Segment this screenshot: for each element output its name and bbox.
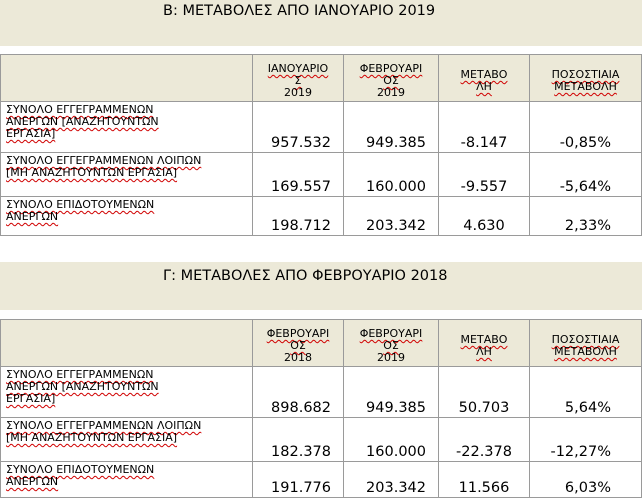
section-g-title-text: Γ: ΜΕΤΑΒΟΛΕΣ ΑΠΟ ΦΕΒΡΟΥΑΡΙΟ 2018 <box>163 268 448 284</box>
header-col1-line2: ΟΣ <box>290 339 306 352</box>
section-b-header-row <box>1 55 642 102</box>
header-col4-line1: ΠΟΣΟΣΤΙΑΙΑ <box>551 68 620 81</box>
value-cell-2: 203.342 <box>344 462 439 498</box>
section-g-header-row <box>1 320 642 367</box>
header-col3 <box>439 320 530 367</box>
row-label-line: [ΜΗ ΑΝΑΖΗΤΟΥΝΤΩΝ ΕΡΓΑΣΙΑ] <box>6 431 178 444</box>
row-label-line: [ΜΗ ΑΝΑΖΗΤΟΥΝΤΩΝ ΕΡΓΑΣΙΑ] <box>6 166 178 179</box>
header-col2-line1: ΦΕΒΡΟΥΑΡΙ <box>359 327 423 340</box>
row-label <box>1 197 253 236</box>
header-col2-line3: 2019 <box>377 86 405 99</box>
header-col2-line1: ΦΕΒΡΟΥΑΡΙ <box>359 62 423 75</box>
header-col1-line3: 2019 <box>284 86 312 99</box>
value-cell-1: 198.712 <box>253 197 344 236</box>
section-g-table <box>0 319 642 498</box>
value-cell-2: 949.385 <box>344 367 439 418</box>
section-b-table <box>0 54 642 236</box>
header-col1 <box>253 55 344 102</box>
row-label-line: ΣΥΝΟΛΟ ΕΓΓΕΓΡΑΜΜΕΝΩΝ <box>6 368 154 381</box>
table-row <box>1 102 642 153</box>
table-row <box>1 418 642 462</box>
row-label-line: ΑΝΕΡΓΩΝ [ΑΝΑΖΗΤΟΥΝΤΩΝ <box>6 380 159 393</box>
row-label-line: ΣΥΝΟΛΟ ΕΓΓΕΓΡΑΜΜΕΝΩΝ ΛΟΙΠΩΝ <box>6 419 202 432</box>
row-label-line: ΕΡΓΑΣΙΑ] <box>6 127 56 140</box>
row-label <box>1 418 253 462</box>
header-col2 <box>344 320 439 367</box>
row-label-line: ΑΝΕΡΓΩΝ [ΑΝΑΖΗΤΟΥΝΤΩΝ <box>6 115 159 128</box>
value-cell-1: 169.557 <box>253 153 344 197</box>
pct-cell: 6,03% <box>530 462 642 498</box>
header-col4 <box>530 320 642 367</box>
pct-cell: 2,33% <box>530 197 642 236</box>
header-blank-cell <box>1 55 253 102</box>
section-b-title <box>0 0 642 46</box>
header-col1 <box>253 320 344 367</box>
row-label-line: ΑΝΕΡΓΩΝ <box>6 475 59 488</box>
section-b-title-text: Β: ΜΕΤΑΒΟΛΕΣ ΑΠΟ ΙΑΝΟΥΑΡΙΟ 2019 <box>163 3 436 19</box>
pct-cell: -12,27% <box>530 418 642 462</box>
header-col3-line1: ΜΕΤΑΒΟ <box>460 333 508 346</box>
header-col1-line2: Σ <box>294 74 302 87</box>
header-col2-line2: ΟΣ <box>383 339 399 352</box>
row-label-line: ΑΝΕΡΓΩΝ <box>6 210 59 223</box>
header-col4-line2: ΜΕΤΑΒΟΛΗ <box>554 345 617 358</box>
change-cell: 50.703 <box>439 367 530 418</box>
row-label-line: ΣΥΝΟΛΟ ΕΓΓΕΓΡΑΜΜΕΝΩΝ <box>6 103 154 116</box>
header-col2 <box>344 55 439 102</box>
value-cell-1: 182.378 <box>253 418 344 462</box>
pct-cell: -5,64% <box>530 153 642 197</box>
change-cell: 4.630 <box>439 197 530 236</box>
row-label-line: ΣΥΝΟΛΟ ΕΓΓΕΓΡΑΜΜΕΝΩΝ ΛΟΙΠΩΝ <box>6 154 202 167</box>
row-label-line: ΣΥΝΟΛΟ ΕΠΙΔΟΤΟΥΜΕΝΩΝ <box>6 198 155 211</box>
header-col1-line3: 2018 <box>284 351 312 364</box>
header-blank-cell <box>1 320 253 367</box>
row-label <box>1 462 253 498</box>
value-cell-1: 191.776 <box>253 462 344 498</box>
header-col1-line1: ΦΕΒΡΟΥΑΡΙ <box>266 327 330 340</box>
value-cell-1: 957.532 <box>253 102 344 153</box>
header-col2-line2: ΟΣ <box>383 74 399 87</box>
header-col3-line2: ΛΗ <box>476 80 492 93</box>
change-cell: -22.378 <box>439 418 530 462</box>
row-label <box>1 153 253 197</box>
value-cell-2: 203.342 <box>344 197 439 236</box>
header-col4-line1: ΠΟΣΟΣΤΙΑΙΑ <box>551 333 620 346</box>
change-cell: -9.557 <box>439 153 530 197</box>
row-label <box>1 367 253 418</box>
row-label-line: ΕΡΓΑΣΙΑ] <box>6 392 56 405</box>
value-cell-1: 898.682 <box>253 367 344 418</box>
change-cell: 11.566 <box>439 462 530 498</box>
header-col3-line1: ΜΕΤΑΒΟ <box>460 68 508 81</box>
table-row <box>1 462 642 498</box>
change-cell: -8.147 <box>439 102 530 153</box>
header-col3 <box>439 55 530 102</box>
header-col4-line2: ΜΕΤΑΒΟΛΗ <box>554 80 617 93</box>
table-row <box>1 197 642 236</box>
value-cell-2: 949.385 <box>344 102 439 153</box>
header-col4 <box>530 55 642 102</box>
value-cell-2: 160.000 <box>344 418 439 462</box>
header-col1-line1: ΙΑΝΟΥΑΡΙΟ <box>267 62 329 75</box>
header-col3-line2: ΛΗ <box>476 345 492 358</box>
row-label <box>1 102 253 153</box>
pct-cell: 5,64% <box>530 367 642 418</box>
header-col2-line3: 2019 <box>377 351 405 364</box>
row-label-line: ΣΥΝΟΛΟ ΕΠΙΔΟΤΟΥΜΕΝΩΝ <box>6 463 155 476</box>
table-row <box>1 367 642 418</box>
pct-cell: -0,85% <box>530 102 642 153</box>
table-row <box>1 153 642 197</box>
value-cell-2: 160.000 <box>344 153 439 197</box>
section-g-title <box>0 262 642 310</box>
